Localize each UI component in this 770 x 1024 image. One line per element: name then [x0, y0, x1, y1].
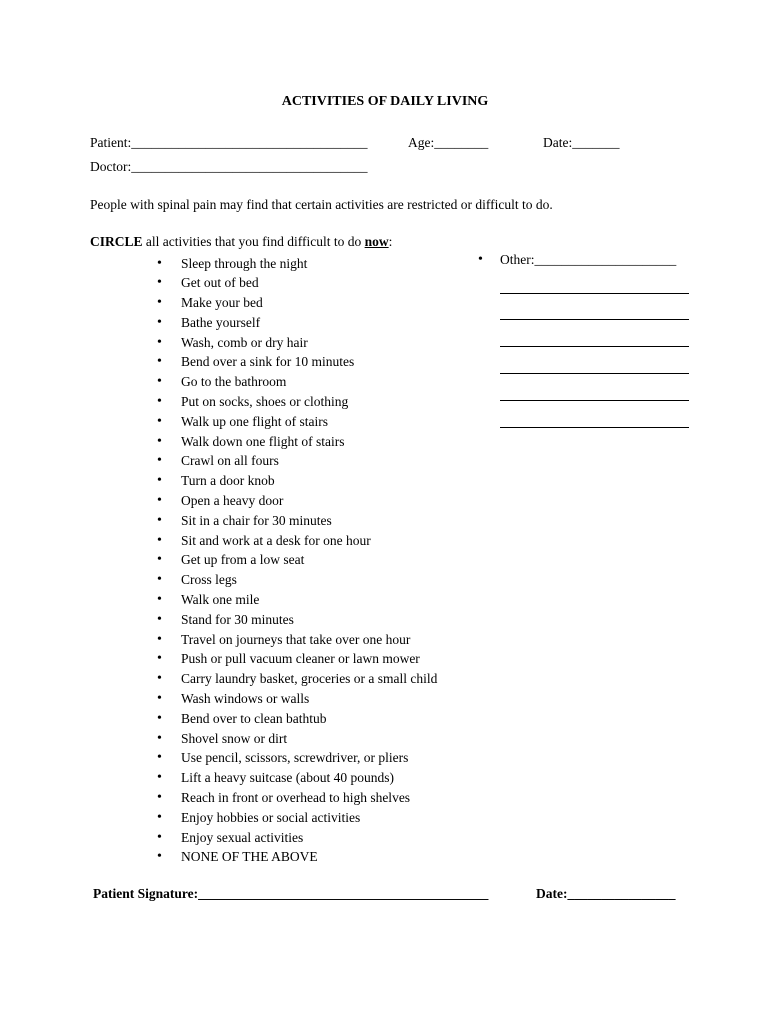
bullet-icon: •	[157, 849, 162, 865]
activity-label: Bathe yourself	[181, 314, 261, 330]
bullet-icon: •	[157, 552, 162, 568]
document-title: ACTIVITIES OF DAILY LIVING	[281, 94, 489, 109]
bullet-icon: •	[157, 691, 162, 707]
activity-label: Walk one mile	[181, 592, 260, 608]
other-bullet-icon: •	[478, 252, 483, 267]
other-field[interactable]: Other:_____________________	[500, 252, 677, 267]
activity-label: Turn a door knob	[181, 473, 275, 489]
bullet-icon: •	[157, 592, 162, 608]
activity-label: Sit in a chair for 30 minutes	[181, 512, 332, 528]
activity-label: Wash windows or walls	[181, 691, 310, 707]
activity-label: Go to the bathroom	[181, 374, 287, 390]
activity-label: Travel on journeys that take over one hour	[181, 631, 411, 647]
activity-label: Enjoy sexual activities	[181, 829, 304, 845]
bullet-icon: •	[157, 611, 162, 627]
bullet-icon: •	[157, 255, 162, 271]
activity-label: Bend over to clean bathtub	[181, 710, 327, 726]
bullet-icon: •	[157, 572, 162, 588]
activity-label: Cross legs	[181, 572, 237, 588]
activity-label: Make your bed	[181, 295, 263, 311]
activity-label: Reach in front or overhead to high shelves	[181, 790, 411, 806]
patient-signature-field[interactable]: Patient Signature:___________________________________________	[93, 886, 489, 901]
bullet-icon: •	[157, 532, 162, 548]
patient-field[interactable]: Patient:___________________________________	[90, 135, 368, 150]
instruction-colon: :	[388, 234, 393, 249]
other-line[interactable]	[500, 427, 689, 428]
other-line[interactable]	[500, 400, 689, 401]
bullet-icon: •	[157, 829, 162, 845]
other-line[interactable]	[500, 346, 689, 347]
bullet-icon: •	[157, 433, 162, 449]
age-field[interactable]: Age:________	[408, 135, 489, 150]
activity-label: Push or pull vacuum cleaner or lawn mower	[181, 651, 420, 667]
activity-label: Shovel snow or dirt	[181, 730, 288, 746]
bullet-icon: •	[157, 750, 162, 766]
bullet-icon: •	[157, 295, 162, 311]
instruction-now: now	[364, 234, 389, 249]
intro-text: People with spinal pain may find that certain activities are restricted or difficult to do.	[90, 197, 553, 212]
doctor-field[interactable]: Doctor:___________________________________	[90, 159, 368, 174]
activity-label: Carry laundry basket, groceries or a small child	[181, 671, 438, 687]
instruction-text	[90, 234, 392, 250]
activity-label: Walk down one flight of stairs	[181, 433, 345, 449]
bullet-icon: •	[157, 473, 162, 489]
activity-label: Put on socks, shoes or clothing	[181, 394, 349, 410]
bullet-icon: •	[157, 493, 162, 509]
bullet-icon: •	[157, 770, 162, 786]
other-line[interactable]	[500, 319, 689, 320]
bullet-icon: •	[157, 651, 162, 667]
bullet-icon: •	[157, 374, 162, 390]
activity-label: Use pencil, scissors, screwdriver, or pliers	[181, 750, 409, 766]
bullet-icon: •	[157, 275, 162, 291]
activity-label: Walk up one flight of stairs	[181, 413, 329, 429]
activity-label: Sit and work at a desk for one hour	[181, 532, 371, 548]
bullet-icon: •	[157, 394, 162, 410]
bullet-icon: •	[157, 809, 162, 825]
other-line[interactable]	[500, 293, 689, 294]
instruction-middle: all activities that you find difficult to do	[142, 234, 365, 249]
bullet-icon: •	[157, 354, 162, 370]
signature-date-field[interactable]: Date:________________	[536, 886, 676, 901]
activity-label: NONE OF THE ABOVE	[181, 849, 318, 865]
bullet-icon: •	[157, 710, 162, 726]
activity-label: Sleep through the night	[181, 255, 308, 271]
activity-label: Crawl on all fours	[181, 453, 279, 469]
bullet-icon: •	[157, 631, 162, 647]
bullet-icon: •	[157, 413, 162, 429]
other-line[interactable]	[500, 373, 689, 374]
activity-label: Get up from a low seat	[181, 552, 305, 568]
bullet-icon: •	[157, 453, 162, 469]
activity-label: Bend over a sink for 10 minutes	[181, 354, 355, 370]
activity-label: Stand for 30 minutes	[181, 611, 294, 627]
bullet-icon: •	[157, 730, 162, 746]
bullet-icon: •	[157, 671, 162, 687]
activity-label: Get out of bed	[181, 275, 259, 291]
bullet-icon: •	[157, 790, 162, 806]
activity-label: Open a heavy door	[181, 493, 284, 509]
bullet-icon: •	[157, 314, 162, 330]
activity-label: Lift a heavy suitcase (about 40 pounds)	[181, 770, 394, 786]
bullet-icon: •	[157, 334, 162, 350]
activity-label: Wash, comb or dry hair	[181, 334, 308, 350]
activity-label: Enjoy hobbies or social activities	[181, 809, 361, 825]
date-field[interactable]: Date:_______	[543, 135, 620, 150]
instruction-circle: CIRCLE	[90, 234, 143, 249]
bullet-icon: •	[157, 512, 162, 528]
